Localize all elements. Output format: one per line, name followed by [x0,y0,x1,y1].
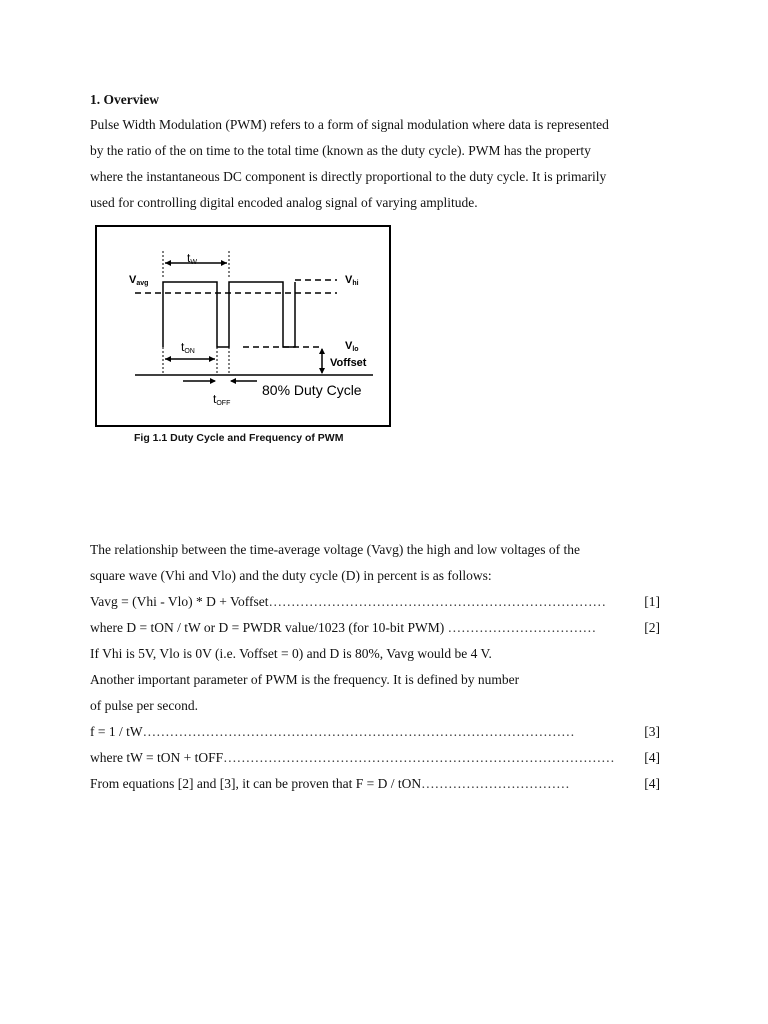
equation-text: From equations [2] and [3], it can be proven that F = D / tON [90,776,422,791]
voffset-label: Voffset [330,357,367,369]
intro-paragraph [90,112,690,216]
text-line [90,537,690,563]
equation-line: f = 1 / tW…………………………………………………………………………………… [3] [90,719,690,745]
toff-label: tOFF [213,392,231,407]
intro-line: used for controlling digital encoded analog signal of varying amplitude. [90,195,478,210]
pwm-waveform [163,282,295,347]
equation-line: From equations [2] and [3], it can be proven that F = D / tON…………………………… [4] [90,771,690,797]
equation-line: Vavg = (Vhi - Vlo) * D + Voffset………………………………………………………………… [1] [90,589,690,615]
equation-text: where D = tON / tW or D = PWDR value/1023 (for 10-bit PWM) [90,620,448,635]
vhi-label: Vhi [345,274,359,287]
equation-text: where tW = tON + tOFF [90,750,224,765]
equation-line: where tW = tON + tOFF…………………………………………………………………………… [4] [90,745,690,771]
section-heading: 1. Overview [90,92,159,107]
tw-label: tW [187,251,197,266]
duty-cycle-label: 80% Duty Cycle [262,382,362,398]
line-text: of pulse per second. [90,698,198,713]
equation-ref: [4] [644,750,660,765]
text-line [90,693,690,719]
intro-line: Pulse Width Modulation (PWM) refers to a form of signal modulation where data is represented [90,117,609,132]
vavg-label: Vavg [129,274,149,287]
text-line [90,563,690,589]
equation-text: Vavg = (Vhi - Vlo) * D + Voffset [90,594,269,609]
equation-ref: [2] [644,620,660,635]
ton-label: tON [181,340,195,355]
figure-caption: Fig 1.1 Duty Cycle and Frequency of PWM [134,432,344,444]
equation-ref: [3] [644,724,660,739]
line-text: If Vhi is 5V, Vlo is 0V (i.e. Voffset = 0) and D is 80%, Vavg would be 4 V. [90,646,492,661]
intro-line: by the ratio of the on time to the total time (known as the duty cycle). PWM has the property [90,143,591,158]
text-line [90,641,690,667]
equation-text: f = 1 / tW [90,724,143,739]
line-text: Another important parameter of PWM is the frequency. It is defined by number [90,672,520,687]
line-text: The relationship between the time-average voltage (Vavg) the high and low voltages of the [90,542,580,557]
intro-line: where the instantaneous DC component is directly proportional to the duty cycle. It is primarily [90,169,607,184]
equation-ref: [1] [644,594,660,609]
pwm-diagram [95,225,391,427]
line-text: square wave (Vhi and Vlo) and the duty cycle (D) in percent is as follows: [90,568,492,583]
equation-ref: [4] [644,776,660,791]
equation-line: where D = tON / tW or D = PWDR value/1023 (for 10-bit PWM) …………………………… [2] [90,615,690,641]
equations-section [90,537,690,797]
text-line [90,667,690,693]
vlo-label: Vlo [345,340,359,353]
pwm-waveform-svg [97,227,389,425]
